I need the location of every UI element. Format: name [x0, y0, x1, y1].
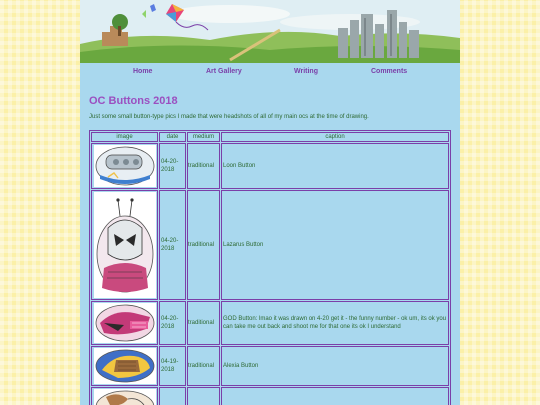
- god-button-thumbnail[interactable]: [94, 303, 156, 343]
- caption-cell: Loon Button: [221, 143, 449, 189]
- medium-cell: traditional: [187, 190, 220, 300]
- intro-text: Just some small button-type pics I made that were headshots of all of my main ocs at the time of drawing.: [89, 114, 369, 120]
- table-row: [91, 190, 449, 300]
- alexia-button-thumbnail[interactable]: [94, 348, 156, 384]
- lazarus-button-thumbnail[interactable]: [94, 192, 156, 298]
- header-medium: medium: [187, 132, 220, 142]
- nav-comments-link[interactable]: Comments: [371, 68, 408, 75]
- date-cell: 04-19-2018: [159, 346, 186, 386]
- table-header-row: [91, 132, 449, 142]
- main-nav: [80, 64, 460, 80]
- date-cell: 04-20-2018: [159, 143, 186, 189]
- gallery-table: [89, 130, 451, 405]
- header-image: image: [91, 132, 158, 142]
- image-cell: [91, 301, 158, 345]
- image-cell: [91, 190, 158, 300]
- table-row: [91, 143, 449, 189]
- caption-cell: Lazarus Button: [221, 190, 449, 300]
- table-row: [91, 301, 449, 345]
- medium-cell: [187, 387, 220, 405]
- image-cell: [91, 143, 158, 189]
- image-cell: [91, 387, 158, 405]
- medium-cell: traditional: [187, 301, 220, 345]
- nav-art-gallery-link[interactable]: Art Gallery: [206, 68, 242, 75]
- content-column: [80, 0, 460, 405]
- table-row: [91, 387, 449, 405]
- medium-cell: traditional: [187, 346, 220, 386]
- date-cell: 04-20-2018: [159, 301, 186, 345]
- nav-writing-link[interactable]: Writing: [294, 68, 318, 75]
- header-caption: caption: [221, 132, 449, 142]
- medium-cell: traditional: [187, 143, 220, 189]
- caption-cell: GOD Button: lmao it was drawn on 4-20 get it - the funny number - ok um, its ok you can take me out back and shoot me for that one its ok I understand: [221, 301, 449, 345]
- caption-cell: Alexia Button: [221, 346, 449, 386]
- page-title: OC Buttons 2018: [89, 95, 178, 107]
- image-cell: [91, 346, 158, 386]
- header-date: date: [159, 132, 186, 142]
- loon-button-thumbnail[interactable]: [94, 145, 156, 187]
- button-thumbnail[interactable]: [94, 389, 156, 405]
- date-cell: [159, 387, 186, 405]
- caption-cell: [221, 387, 449, 405]
- nav-home-link[interactable]: Home: [133, 68, 153, 75]
- table-row: [91, 346, 449, 386]
- date-cell: 04-20-2018: [159, 190, 186, 300]
- header-banner: [80, 0, 460, 63]
